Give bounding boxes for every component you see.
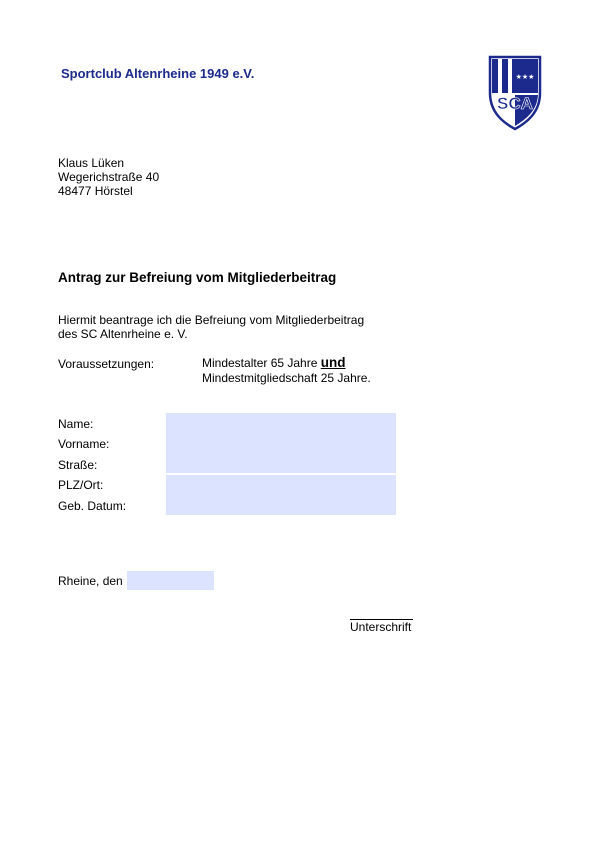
address-city: 48477 Hörstel xyxy=(58,184,133,198)
requirement-age: Mindestalter 65 Jahre xyxy=(202,356,318,370)
label-plz-ort: PLZ/Ort: xyxy=(58,478,104,493)
sender-address xyxy=(58,156,159,198)
club-name: Sportclub Altenrheine 1949 e.V. xyxy=(61,66,255,81)
logo-stars: ★★★ xyxy=(515,73,535,81)
date-field[interactable] xyxy=(127,571,214,590)
place-date-label: Rheine, den xyxy=(58,574,123,588)
label-geb-datum: Geb. Datum: xyxy=(58,498,127,513)
intro-line-2: des SC Altenrheine e. V. xyxy=(58,327,188,341)
logo-text: SCA xyxy=(497,94,533,113)
requirements-text xyxy=(202,355,371,386)
address-name: Klaus Lüken xyxy=(58,156,125,170)
requirement-membership: Mindestmitgliedschaft 25 Jahre. xyxy=(202,371,371,385)
label-vorname: Vorname: xyxy=(58,437,110,452)
form-labels xyxy=(58,416,126,518)
requirement-conjunction: und xyxy=(320,355,346,370)
label-name: Name: xyxy=(58,417,94,431)
intro-text xyxy=(58,313,364,341)
address-street: Wegerichstraße 40 xyxy=(58,170,160,184)
club-logo xyxy=(486,55,544,131)
document-title: Antrag zur Befreiung vom Mitgliederbeitrag xyxy=(58,270,337,285)
requirements-label: Voraussetzungen: xyxy=(58,357,155,371)
form-field-name-block[interactable] xyxy=(166,413,396,473)
intro-line-1: Hiermit beantrage ich die Befreiung vom Mitgliederbeitrag xyxy=(58,313,365,327)
label-strasse: Straße: xyxy=(58,457,98,472)
signature-label: Unterschrift xyxy=(350,620,412,634)
form-field-address-block[interactable] xyxy=(166,475,396,515)
